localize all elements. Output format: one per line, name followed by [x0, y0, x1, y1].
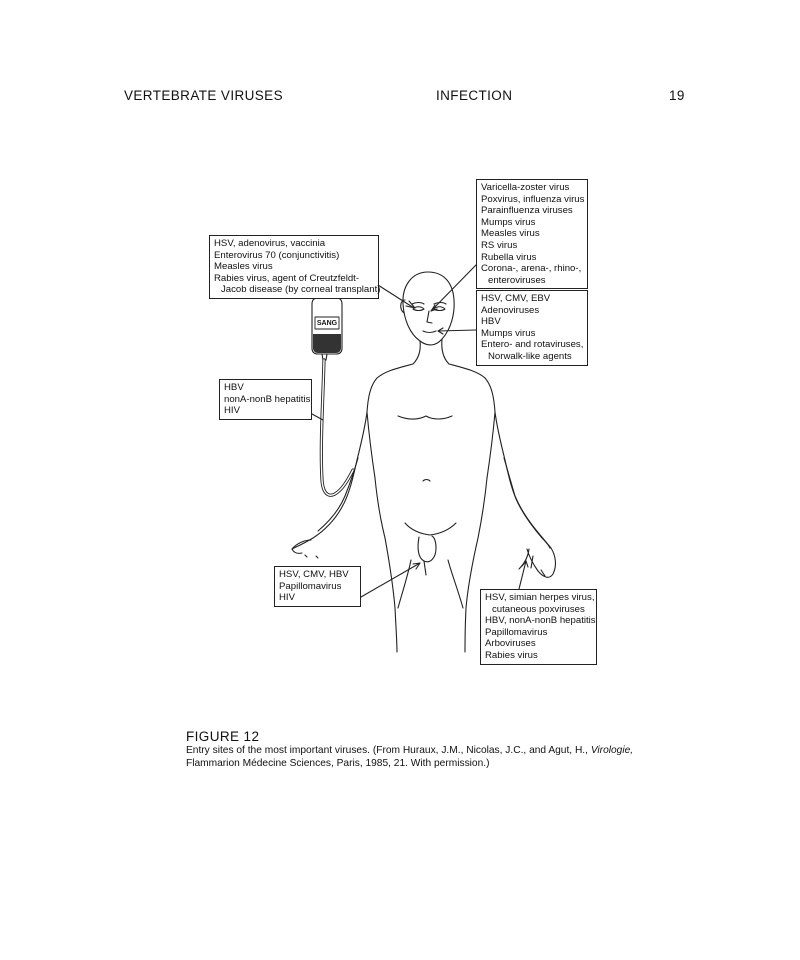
- figure-caption: [186, 745, 656, 770]
- box-line: Varicella-zoster virus: [481, 182, 570, 193]
- box-line: Mumps virus: [481, 216, 536, 228]
- box-eye-entry-viruses: [209, 235, 379, 299]
- arrow-respiratory: [431, 265, 476, 311]
- box-skin-entry-viruses: [480, 589, 597, 665]
- box-line: nonA-nonB hepatitis: [224, 393, 311, 405]
- navel: [423, 480, 430, 482]
- box-line: HBV, nonA-nonB hepatitis: [485, 615, 596, 627]
- box-line: Rabies virus: [485, 649, 538, 661]
- arm-inner-right: [448, 458, 536, 608]
- box-blood-entry-viruses: [219, 379, 312, 420]
- box-line: HIV: [279, 592, 295, 604]
- box-genital-entry-viruses: [274, 566, 361, 607]
- box-line: Measles virus: [481, 228, 540, 240]
- running-header-section: INFECTION: [436, 88, 513, 103]
- box-line: Measles virus: [214, 261, 273, 273]
- box-oral-entry-viruses: [476, 290, 588, 366]
- chest-line: [398, 416, 452, 419]
- box-line: HBV: [481, 316, 501, 328]
- box-line: HSV, adenovirus, vaccinia: [214, 238, 326, 249]
- page-number: 19: [669, 88, 685, 103]
- box-line: Enterovirus 70 (conjunctivitis): [214, 249, 340, 261]
- box-line: HSV, CMV, EBV: [481, 293, 551, 304]
- box-line: Jacob disease (by corneal transplant): [221, 284, 381, 296]
- caption-book-title: Virologie,: [590, 745, 634, 756]
- transfusion-tube-inner: [321, 360, 353, 495]
- box-line: Corona-, arena-, rhino-,: [481, 263, 582, 275]
- box-line: HIV: [224, 405, 240, 417]
- box-line: Rabies virus, agent of Creutzfeldt-: [214, 272, 360, 284]
- box-line: enteroviruses: [488, 274, 546, 286]
- hand-right: [519, 530, 555, 577]
- arrow-eye: [378, 285, 414, 308]
- box-line: Poxvirus, influenza virus: [481, 193, 585, 205]
- box-line: Rubella virus: [481, 251, 537, 263]
- box-line: HSV, simian herpes virus,: [485, 592, 595, 603]
- head-outline: [403, 272, 454, 345]
- box-respiratory-entry-viruses: [476, 179, 588, 289]
- nose: [427, 311, 432, 323]
- mouth: [423, 331, 436, 333]
- figure-label: FIGURE 12: [186, 729, 260, 744]
- box-line: RS virus: [481, 239, 518, 251]
- box-line: Parainfluenza viruses: [481, 205, 573, 217]
- box-line: Papillomavirus: [279, 580, 342, 592]
- box-line: Arboviruses: [485, 638, 536, 650]
- blood-fill: [313, 334, 341, 353]
- box-line: HSV, CMV, HBV: [279, 569, 349, 580]
- brow: [412, 303, 446, 305]
- neck: [413, 339, 449, 364]
- blood-bag-label: SANG: [316, 320, 338, 327]
- arrow-oral: [438, 330, 476, 331]
- box-line: Papillomavirus: [485, 626, 548, 638]
- box-line: Mumps virus: [481, 327, 536, 339]
- pelvis-line: [405, 523, 456, 535]
- running-header-title: VERTEBRATE VIRUSES: [124, 88, 283, 103]
- transfusion-tube: [321, 360, 353, 495]
- caption-text: Entry sites of the most important viruses. (From Huraux, J.M., Nicolas, J.C., and Agut, H.,: [186, 745, 588, 756]
- genitals: [418, 536, 436, 575]
- box-line: cutaneous poxviruses: [492, 603, 585, 615]
- box-line: Adenoviruses: [481, 304, 540, 316]
- caption-text-end: Flammarion Médecine Sciences, Paris, 1985, 21. With permission.): [186, 757, 490, 769]
- arrow-eye-head: [406, 301, 415, 308]
- box-line: Norwalk-like agents: [488, 350, 572, 362]
- box-line: HBV: [224, 382, 244, 393]
- box-line: Entero- and rotaviruses,: [481, 339, 584, 351]
